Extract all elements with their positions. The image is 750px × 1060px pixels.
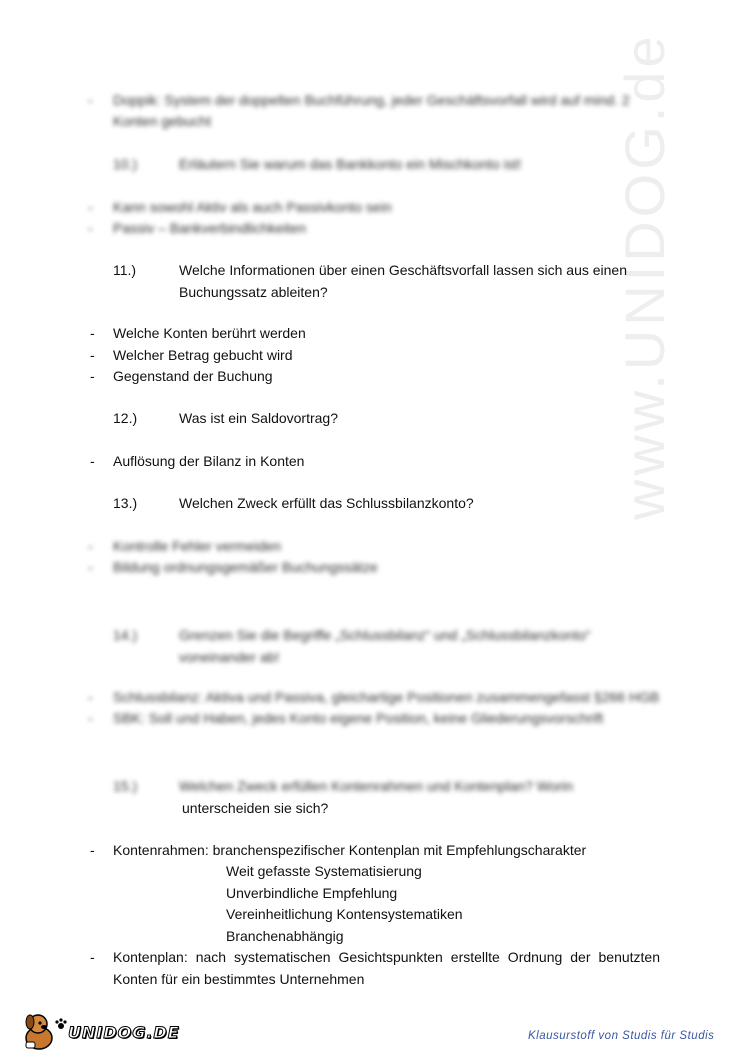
question-number: 10.) xyxy=(113,156,138,172)
blurred-text: Bildung ordnungsgemäßer Buchungssätze xyxy=(113,559,378,575)
answer-item: Welcher Betrag gebucht wird xyxy=(113,347,293,363)
answer-kontenplan-line2: Konten für ein bestimmtes Unternehmen xyxy=(113,971,365,987)
blurred-text: Kann sowohl Aktiv als auch Passivkonto sein xyxy=(113,199,392,215)
answer-kontenplan-line1: Kontenplan: nach systematischen Gesichtspunkten erstellte Ordnung der benutzten xyxy=(113,949,660,965)
blurred-text: SBK: Soll und Haben, jedes Konto eigene Position, keine Gliederungsvorschrift xyxy=(113,710,604,726)
dog-icon xyxy=(20,1012,58,1052)
answer-subitem: Weit gefasste Systematisierung xyxy=(226,863,422,879)
unidog-logo xyxy=(20,1012,180,1052)
bullet-dash: - xyxy=(88,710,93,726)
answer-kontenplan xyxy=(113,948,660,966)
blurred-text: Schlussbilanz: Aktiva und Passiva, gleichartige Positionen zusammengefasst §266 HGB xyxy=(113,689,660,705)
question-number: 12.) xyxy=(113,410,138,426)
answer-kontenrahmen: Kontenrahmen: branchenspezifischer Kontenplan mit Empfehlungscharakter xyxy=(113,842,587,858)
bullet-dash: - xyxy=(88,538,93,554)
blurred-question: Grenzen Sie die Begriffe „Schlussbilanz“ und „Schlussbilanzkonto“ xyxy=(179,627,591,643)
bullet-dash: - xyxy=(88,689,93,705)
bullet-dash: - xyxy=(90,347,95,363)
answer-subitem: Unverbindliche Empfehlung xyxy=(226,885,398,901)
question-number: 11.) xyxy=(113,262,137,278)
blurred-question: Erläutern Sie warum das Bankkonto ein Mischkonto ist! xyxy=(179,156,522,172)
logo-text: UNIDOG.DE xyxy=(68,1022,180,1042)
bullet-dash: - xyxy=(90,949,95,965)
bullet-dash: - xyxy=(88,199,93,215)
watermark: www.UNIDOG.de xyxy=(613,32,676,520)
answer-subitem: Branchenabhängig xyxy=(226,928,344,944)
bullet-dash: - xyxy=(90,842,95,858)
question-15-line2: unterscheiden sie sich? xyxy=(182,800,329,816)
blurred-question: Welchen Zweck erfüllen Kontenrahmen und Kontenplan? Worin xyxy=(179,778,574,794)
blurred-text: Passiv – Bankverbindlichkeiten xyxy=(113,220,306,236)
question-number: 13.) xyxy=(113,495,138,511)
question-number: 14.) xyxy=(113,627,138,643)
question-12: Was ist ein Saldovortrag? xyxy=(179,410,338,426)
question-11-line2: Buchungssatz ableiten? xyxy=(179,284,328,300)
footer-tagline: Klausurstoff von Studis für Studis xyxy=(528,1030,715,1042)
bullet-dash: - xyxy=(90,325,95,341)
paw-icon xyxy=(54,1017,68,1031)
question-13: Welchen Zweck erfüllt das Schlussbilanzkonto? xyxy=(179,495,474,511)
bullet-dash: - xyxy=(88,559,93,575)
bullet-dash: - xyxy=(90,453,95,469)
answer-item: Gegenstand der Buchung xyxy=(113,368,273,384)
bullet-dash: - xyxy=(88,92,93,108)
question-11-line1: Welche Informationen über einen Geschäftsvorfall lassen sich aus einen xyxy=(179,262,627,278)
blurred-text: Kontrolle Fehler vermeiden xyxy=(113,538,282,554)
answer-item: Auflösung der Bilanz in Konten xyxy=(113,453,305,469)
answer-item: Welche Konten berührt werden xyxy=(113,325,306,341)
answer-subitem: Vereinheitlichung Kontensystematiken xyxy=(226,906,463,922)
blurred-question: voneinander ab! xyxy=(179,649,280,665)
bullet-dash: - xyxy=(90,368,95,384)
question-number: 15.) xyxy=(113,778,138,794)
blurred-text: Konten gebucht xyxy=(113,113,212,129)
bullet-dash: - xyxy=(88,220,93,236)
blurred-text: Doppik: System der doppelten Buchführung, jeder Geschäftsvorfall wird auf mind. 2 xyxy=(113,92,630,108)
